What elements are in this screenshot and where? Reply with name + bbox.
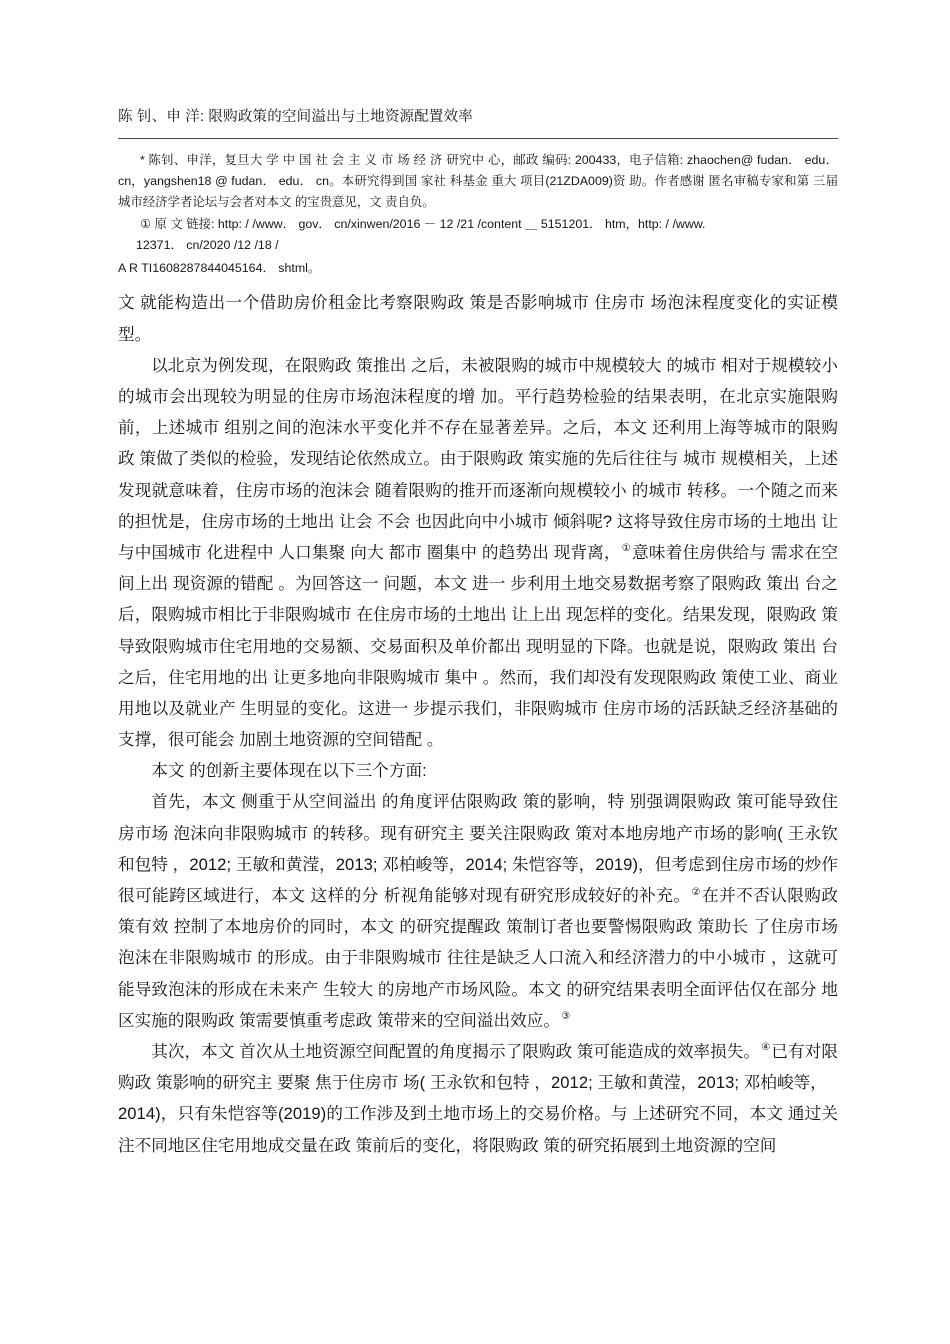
footnote-block bbox=[118, 150, 838, 257]
paragraph-text: 本文 的创新主要体现在以下三个方面: bbox=[151, 761, 427, 781]
footnote-author-note: * 陈钊、申洋，复旦大 学 中 国 社 会 主 义 市 场 经 济 研究中 心，邮政 编码: 200433，电子信箱: zhaochen@ fudan． edu． cn，yangshen18 @ fudan． edu． cn。本研究得到国 家社 科基金 重大 项目(21ZDA009)资 助。作者感谢 匿名审稿专家和第 三届城市经济学者论坛与会者对本文 的宝贵意见，文 责自负。 bbox=[118, 152, 838, 210]
paragraph-text-continued: 意味着住房供给与 需求在空间上出 现资源的错配 。为回答这一 问题，本文 进一 步利用土地交易数据考察了限购政 策出 台之后，限购城市相比于非限购城市 在住房市场的土地出 让上出 现怎样的变化。结果发现，限购政 策导致限购城市住宅用地的交易额、交易面积及单价都出 现明显的下降。也就是说，限购政 策出 台之后，住宅用地的出 让更多地向非限购城市 集中 。然而，我们却没有发现限购政 策使工业、商业用地以及就业产 生明显的变化。这进一 步提示我们，非限购城市 住房市场的活跃缺乏经济基础的支撑，很可能会 加剧土地资源的空间错配 。 bbox=[118, 542, 838, 750]
footnote-note-1-line-1: ① 原 文 链接: http: / /www． gov． cn/xinwen/2016 － 12 /21 /content ＿ 5151201． htm，http: / /www. bbox=[140, 216, 706, 231]
body-paragraph bbox=[118, 755, 838, 786]
body-paragraph bbox=[118, 350, 838, 755]
paragraph-text: 首先，本文 侧重于从空间溢出 的角度评估限购政 策的影响，特 别强调限购政 策可能导致住房市场 泡沫向非限购城市 的转移。现有研究主 要关注限购政 策对本地房地产市场的影响( 王永钦和包特 ，2012; 王敏和黄滢，2013; 邓柏峻等，2014; 朱恺容等，2019)，但考虑到住房市场的炒作很可能跨区域进行，本文 这样的分 析视角能够对现有研究形成较好的补充。 bbox=[118, 792, 838, 906]
paragraph-text-continued: 已有对限购政 策影响的研究主 要聚 焦于住房市 场( 王永钦和包特 ，2012; 王敏和黄滢，2013; 邓柏峻等， bbox=[118, 1041, 838, 1093]
paragraph-text: 以北京为例发现，在限购政 策推出 之后，未被限购的城市中规模较大 的城市 相对于规模较小 的城市会出现较为明显的住房市场泡沫程度的增 加。平行趋势检验的结果表明，在北京实施限购前，上述城市 组别之间的泡沫水平变化并不存在显著差异。之后，本文 还利用上海等城市的限购政 策做了类似的检验，发现结论依然成立。由于限购政 策实施的先后往往与 城市 规模相关，上述发现就意味着，住房市场的泡沫会 随着限购的推开而逐渐向规模较小 的城市 转移。一个随之而来的担忧是，住房市场的土地出 让会 不会 也因此向中小城市 倾斜呢? 这将导致住房市场的土地出 让与中国城市 化进程中 人口集聚 向大 都市 圈集中 的趋势出 现背离， bbox=[118, 355, 838, 562]
footnote-note-1-line-3: A R TI1608287844045164． shtml。 bbox=[118, 261, 321, 276]
paragraph-text: 其次，本文 首次从土地资源空间配置的角度揭示了限购政 策可能造成的效率损失。 bbox=[151, 1041, 761, 1061]
running-header-title: 陈 钊、申 洋: 限购政策的空间溢出与土地资源配置效率 bbox=[118, 109, 474, 125]
footnote-ref-marker: ④ bbox=[761, 1042, 771, 1054]
body-paragraph bbox=[118, 1098, 838, 1160]
page-content-column bbox=[118, 0, 838, 1161]
footnote-ref-marker: ① bbox=[621, 543, 632, 555]
body-paragraph bbox=[118, 786, 838, 1036]
paragraph-text: 文 就能构造出一个借助房价租金比考察限购政 策是否影响城市 住房市 场泡沫程度变化的实证模型。 bbox=[118, 293, 838, 344]
body-paragraph bbox=[118, 287, 838, 349]
footnote-ref-marker: ③ bbox=[561, 1011, 571, 1023]
body-paragraph bbox=[118, 1036, 838, 1098]
paragraph-text: 2014)，只有朱恺容等(2019)的工作涉及到土地市场上的交易价格。与 上述研究不同，本文 通过关注不同地区住宅用地成交量在政 策前后的变化，将限购政 策的研究拓展到土地资源的空间 bbox=[118, 1104, 838, 1155]
footnote-ref-marker: ② bbox=[691, 886, 702, 898]
paragraph-text-continued: 在并不否认限购政 策有效 控制了本地房价的同时，本文 的研究提醒政 策制订者也要警惕限购政 策助长 了住房市场泡沫在非限购城市 的形成。由于非限购城市 往往是缺乏人口流入和经济潜力的中小城市 ，这就可能导致泡沫的形成在未来产 生较大 的房地产市场风险。本文 的研究结果表明全面评估仅在部分 地区实施的限购政 策需要慎重考虑政 策带来的空间溢出效应。 bbox=[118, 886, 838, 1030]
header-divider-rule bbox=[118, 138, 838, 139]
footnote-note-1-line-2: 12371． cn/2020 /12 /18 / bbox=[136, 238, 279, 253]
body-text-region bbox=[118, 287, 838, 1160]
